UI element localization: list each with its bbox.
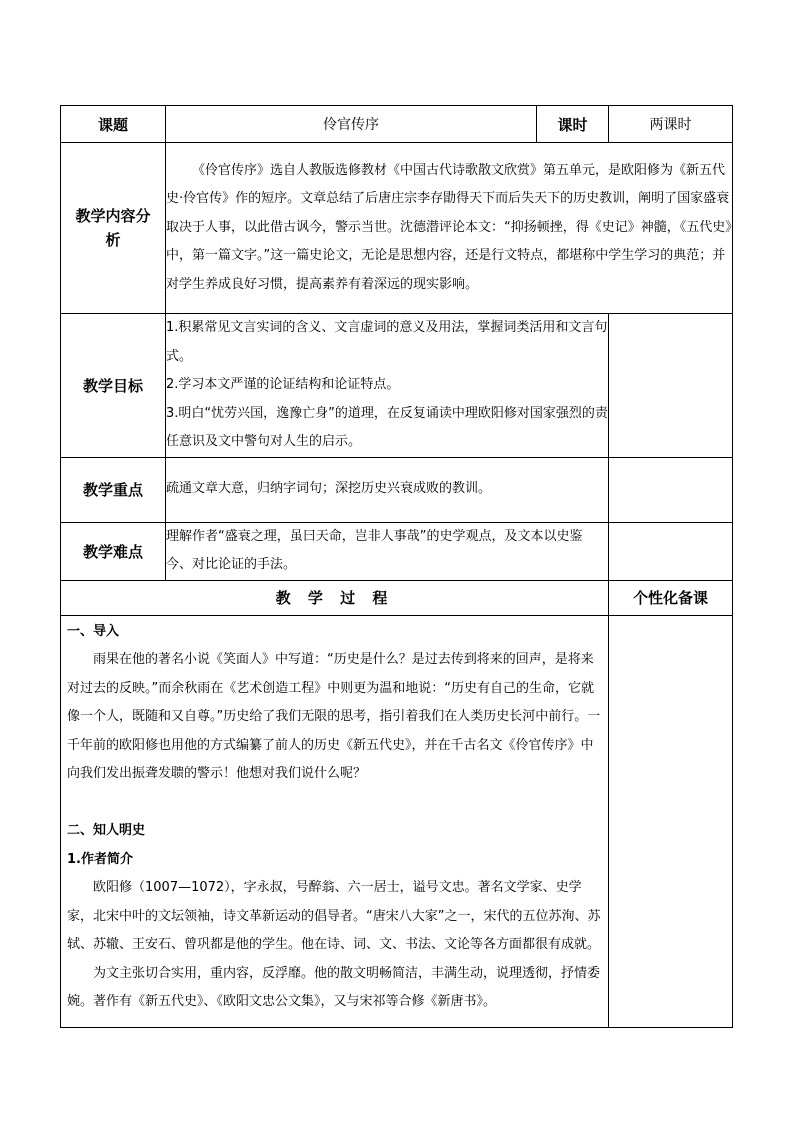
header-row [61,106,733,143]
section-background-title: 二、知人明史 [67,823,146,838]
difficulties-row [61,522,733,580]
goals-row [61,314,733,458]
process-body-row [61,615,733,1027]
key-points-side-cell [609,457,733,522]
analysis-text: 《伶官传序》选自人教版选修教材《中国古代诗歌散文欣赏》第五单元，是欧阳修为《新五代史·伶官传》作的短序。文章总结了后唐庄宗李存勖得天下而后失天下的历史教训，阐明了国家盛衰取决于人事，以此借古讽今，警示当世。沈德潜评论本文：“抑扬顿挫，得《史记》神髓，《五代史》中，第一篇文字。”这一篇史论文，无论是思想内容，还是行文特点，都堪称中学生学习的典范；并对学生养成良好习惯，提高素养有着深远的现实影响。 [166,162,732,292]
section-intro-text: 雨果在他的著名小说《笑面人》中写道：“历史是什么？是过去传到将来的回声，是将来对过去的反映。”而余秋雨在《艺术创造工程》中则更为温和地说：“历史有自己的生命，它就像一个人，既随和又自尊。”历史给了我们无限的思考，指引着我们在人类历史长河中前行。一千年前的欧阳修也用他的方式编纂了前人的历史《新五代史》，并在千古名文《伶官传序》中向我们发出振聋发聩的警示！他想对我们说什么呢？ [67,652,601,781]
key-points-row [61,457,733,522]
author-intro-text-2: 为文主张切合实用，重内容，反浮靡。他的散文明畅简洁，丰满生动，说理透彻，抒情委婉。著作有《新五代史》、《欧阳文忠公文集》，又与宋祁等合修《新唐书》。 [67,965,601,1009]
hours-label: 课时 [537,106,609,143]
analysis-cell [166,143,733,314]
goals-cell [166,314,609,458]
personal-prep-title: 个性化备课 [609,580,733,615]
author-intro-text-1: 欧阳修（1007—1072），字永叔，号醉翁、六一居士，谥号文忠。著名文学家、史学家，北宋中叶的文坛领袖，诗文革新运动的倡导者。“唐宋八大家”之一，宋代的五位苏洵、苏轼、苏辙、王安石、曾巩都是他的学生。他在诗、词、文、书法、文论等各方面都很有成就。 [67,880,601,952]
spacer [67,789,602,818]
analysis-label: 教学内容分析 [61,143,166,314]
author-intro-title: 1.作者简介 [67,851,133,867]
goals-side-cell [609,314,733,458]
difficulties-label: 教学难点 [61,522,166,580]
personal-prep-cell [609,615,733,1027]
key-points-label: 教学重点 [61,457,166,522]
difficulties-side-cell [609,522,733,580]
key-points-text: 疏通文章大意，归纳字词句；深挖历史兴衰成败的教训。 [166,457,609,522]
process-content [61,615,609,1027]
difficulties-text: 理解作者“盛衰之理，虽曰天命，岂非人事哉”的史学观点，及文本以史鉴今、对比论证的手法。 [166,522,609,580]
section-intro-title: 一、导入 [67,623,120,639]
topic-value: 伶官传序 [166,106,537,143]
lesson-plan-table [60,105,733,1028]
goal-item-1: 1.积累常见文言实词的含义、文言虚词的意义及用法，掌握词类活用和文言句式。 [166,320,608,364]
goal-item-2: 2.学习本文严谨的论证结构和论证特点。 [166,377,400,392]
topic-label: 课题 [61,106,166,143]
goals-label: 教学目标 [61,314,166,458]
analysis-row [61,143,733,314]
process-title: 教 学 过 程 [61,580,609,615]
hours-value: 两课时 [609,106,733,143]
process-header-row [61,580,733,615]
goal-item-3: 3.明白“忧劳兴国，逸豫亡身”的道理，在反复诵读中理欧阳修对国家强烈的责任意识及文中警句对人生的启示。 [166,405,608,449]
